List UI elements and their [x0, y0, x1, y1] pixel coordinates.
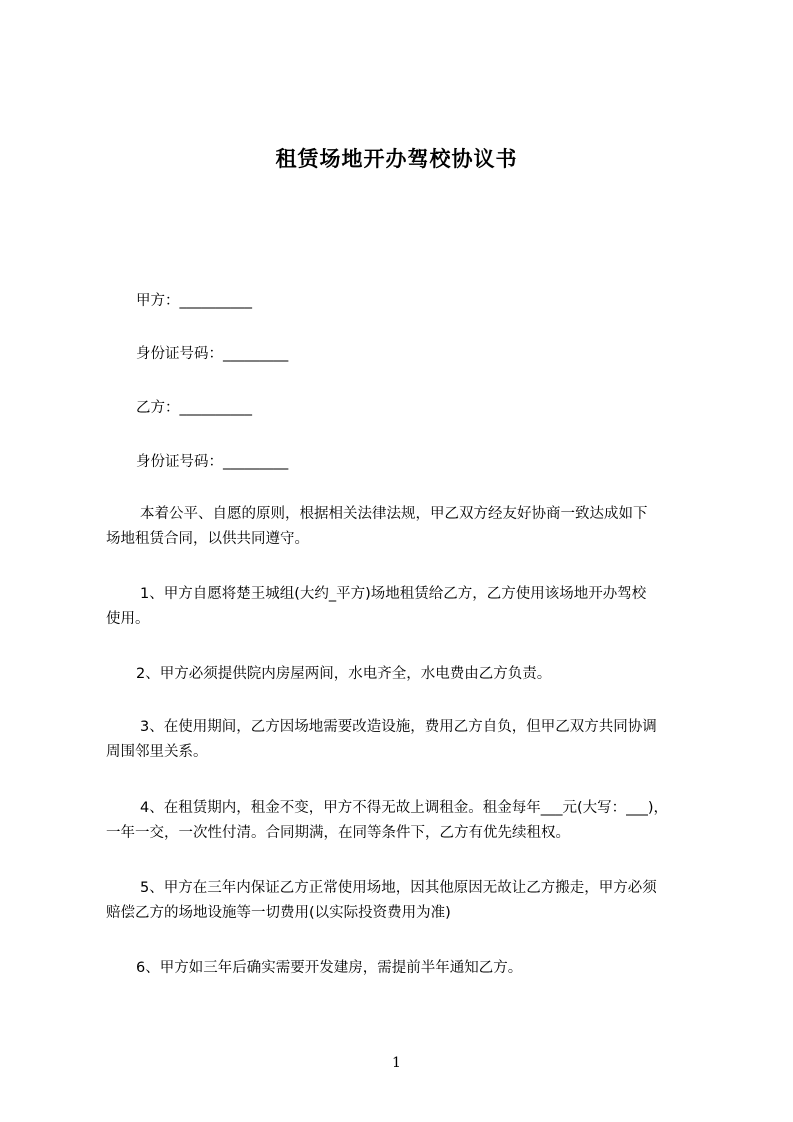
paragraph-line: 使用。 [106, 611, 150, 627]
paragraph-line: 场地租赁合同，以供共同遵守。 [106, 531, 309, 547]
clause-2 [106, 662, 551, 687]
paragraph-line: 本着公平、自愿的原则，根据相关法律法规，甲乙双方经友好协商一致达成如下 [140, 506, 648, 522]
intro-paragraph [106, 502, 648, 552]
page-number: 1 [392, 1055, 401, 1071]
clause-6 [106, 956, 522, 981]
clause-3 [106, 715, 657, 765]
paragraph-line: 2、甲方必须提供院内房屋两间，水电齐全，水电费由乙方负责。 [136, 666, 552, 682]
clause-5 [106, 876, 657, 926]
party-b-field: 乙方：__________ [136, 400, 252, 416]
party-b-id-field: 身份证号码：_________ [136, 454, 289, 470]
paragraph-line: 一年一交，一次性付清。合同期满，在同等条件下，乙方有优先续租权。 [106, 825, 570, 841]
paragraph-line: 1、甲方自愿将楚王城组(大约_平方)场地租赁给乙方，乙方使用该场地开办驾校 [140, 586, 647, 602]
document-title: 租赁场地开办驾校协议书 [275, 147, 518, 171]
clause-1 [106, 582, 646, 632]
party-a-field: 甲方：__________ [136, 293, 252, 309]
paragraph-line: 6、甲方如三年后确实需要开发建房，需提前半年通知乙方。 [136, 960, 523, 976]
paragraph-line: 5、甲方在三年内保证乙方正常使用场地，因其他原因无故让乙方搬走，甲方必须 [140, 880, 657, 896]
paragraph-line: 周围邻里关系。 [106, 744, 208, 760]
paragraph-line: 赔偿乙方的场地设施等一切费用(以实际投资费用为准) [106, 905, 451, 921]
paragraph-line: 3、在使用期间，乙方因场地需要改造设施，费用乙方自负，但甲乙双方共同协调 [140, 719, 657, 735]
paragraph-line: 4、在租赁期内，租金不变，甲方不得无故上调租金。租金每年___元(大写：___)， [140, 800, 669, 816]
clause-4 [106, 796, 668, 846]
party-a-id-field: 身份证号码：_________ [136, 346, 289, 362]
